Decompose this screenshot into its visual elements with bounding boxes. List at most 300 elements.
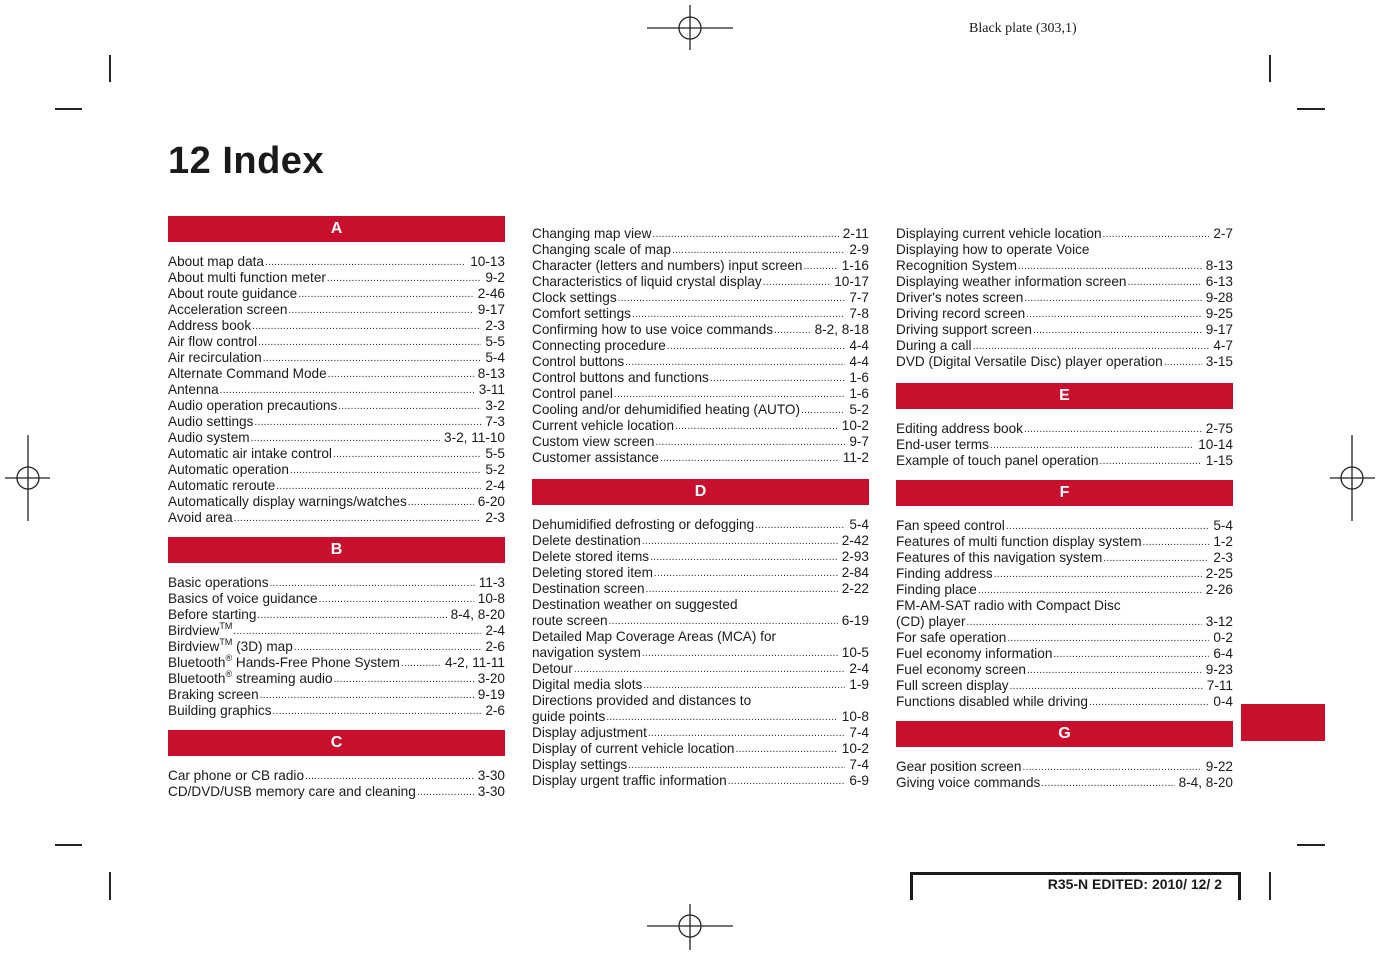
index-entry[interactable] [896,550,1233,566]
dot-leader [606,709,837,725]
entry-page[interactable]: 2-26 [1205,582,1233,597]
dot-leader [642,645,838,661]
index-entry[interactable] [532,725,869,741]
index-entry[interactable] [896,453,1233,469]
entry-label [168,318,251,334]
index-entry[interactable] [168,575,505,591]
index-entry[interactable] [896,338,1233,354]
entry-page[interactable]: 1-2 [1213,534,1233,549]
entry-label [896,662,1026,678]
entry-label [896,274,1126,290]
entry-line: Detailed Map Coverage Areas (MCA) for [532,629,777,644]
dot-leader [1143,534,1210,550]
index-entry[interactable] [168,687,505,703]
dot-leader [265,254,466,270]
index-entry[interactable] [896,759,1233,775]
dot-leader [233,623,481,639]
index-entry[interactable] [532,741,869,757]
index-entry[interactable] [896,421,1233,437]
entry-page[interactable]: 6-13 [1205,274,1233,289]
entry-label [532,533,641,549]
entry-text: Characteristics of liquid crystal display [532,274,762,289]
entry-label [168,286,297,302]
entry-page[interactable]: 0-2 [1213,630,1233,645]
index-entry[interactable] [532,354,869,370]
index-entry[interactable] [532,709,869,725]
index-entry[interactable] [168,302,505,318]
entry-page[interactable]: 2-4 [849,661,869,676]
entry-page[interactable]: 5-5 [485,446,505,461]
entry-page[interactable]: 3-15 [1205,354,1233,369]
entry-page[interactable]: 11-2 [842,450,869,465]
index-entry[interactable] [168,350,505,366]
dot-leader [288,302,473,318]
entry-text: Air recirculation [168,350,262,365]
dot-leader [774,322,811,338]
entry-label [168,382,219,398]
entry-page[interactable]: 10-8 [477,591,505,606]
dot-leader [728,773,846,789]
entry-text: Features of multi function display system [896,534,1142,549]
entry-text: Character (letters and numbers) input screen [532,258,803,273]
dot-leader [298,286,474,302]
entry-label [168,687,259,703]
entry-page[interactable]: 9-17 [477,302,505,317]
entry-text: Control panel [532,386,613,401]
index-entry[interactable] [168,398,505,414]
entry-page[interactable]: 2-84 [841,565,869,580]
entry-label [896,226,1102,242]
entry-label [532,386,613,402]
entry-text: Driving record screen [896,306,1026,321]
index-entry[interactable] [896,534,1233,550]
index-entry[interactable] [896,646,1233,662]
entry-text: Control buttons and functions [532,370,709,385]
index-entry[interactable] [168,254,505,270]
entry-page[interactable]: 1-6 [849,370,869,385]
entry-text: Changing scale of map [532,242,672,257]
entry-page[interactable]: 8-4, 8-20 [1178,775,1233,790]
index-entry[interactable] [532,418,869,434]
index-entry[interactable] [532,258,869,274]
entry-text: Address book [168,318,252,333]
entry-page[interactable]: 8-2, 8-18 [814,322,869,337]
index-entry[interactable] [168,446,505,462]
entry-page[interactable]: 6-20 [477,494,505,509]
entry-text: Birdview [168,623,220,638]
entry-page[interactable]: 2-4 [485,623,505,638]
section-header: G [896,721,1233,747]
entry-text: Car phone or CB radio [168,768,305,783]
entry-superscript: ® [225,653,233,663]
entry-text: During a call [896,338,972,353]
index-entry[interactable] [532,645,869,661]
index-entry[interactable] [896,662,1233,678]
entry-text: Displaying weather information screen [896,274,1127,289]
entry-page[interactable]: 2-93 [841,549,869,564]
entry-page[interactable]: 2-6 [485,703,505,718]
entry-page[interactable]: 7-7 [849,290,869,305]
entry-page[interactable]: 2-4 [485,478,505,493]
index-entry[interactable] [532,773,869,789]
index-entry[interactable] [896,678,1233,694]
entry-page[interactable]: 10-5 [841,645,869,660]
entry-page[interactable]: 5-4 [1213,518,1233,533]
dot-leader [660,450,839,466]
entry-label [532,338,666,354]
index-entry[interactable] [896,582,1233,598]
entry-text: Control buttons [532,354,625,369]
entry-text: Finding address [896,566,993,581]
entry-page[interactable]: 4-4 [849,338,869,353]
index-entry[interactable] [896,226,1233,242]
entry-page[interactable]: 6-19 [841,613,869,628]
dot-leader [1010,678,1203,694]
entry-page[interactable]: 2-22 [841,581,869,596]
entry-label [896,518,1005,534]
entry-page[interactable]: 8-13 [477,366,505,381]
entry-page[interactable]: 10-14 [1198,437,1233,452]
entry-page[interactable]: 3-2 [485,398,505,413]
entry-page[interactable]: 5-2 [485,462,505,477]
entry-label [532,402,800,418]
entry-page[interactable]: 5-2 [849,402,869,417]
entry-text: Fan speed control [896,518,1005,533]
index-entry[interactable] [532,533,869,549]
index-entry[interactable] [896,566,1233,582]
index-entry[interactable] [532,677,869,693]
edit-footer: R35-N EDITED: 2010/ 12/ 2 [910,872,1241,900]
entry-page[interactable]: 2-3 [485,510,505,525]
entry-page[interactable]: 3-30 [477,768,505,783]
dot-leader [967,614,1202,630]
entry-text: Avoid area [168,510,233,525]
dot-leader [1103,226,1210,242]
entry-page[interactable]: 7-11 [1206,678,1233,693]
dot-leader [736,741,838,757]
entry-label [168,575,269,591]
index-entry[interactable] [168,478,505,494]
dot-leader [417,784,474,800]
entry-label [896,322,1032,338]
entry-text: Comfort settings [532,306,631,321]
index-entry[interactable] [168,382,505,398]
entry-page[interactable]: 10-17 [834,274,869,289]
entry-label [168,350,262,366]
entry-page[interactable]: 11-3 [478,575,505,590]
dot-leader [642,533,838,549]
entry-page[interactable]: 3-30 [477,784,505,799]
index-entry[interactable] [168,318,505,334]
index-entry[interactable] [896,775,1233,791]
index-entry[interactable] [896,274,1233,290]
entry-page[interactable]: 2-7 [1213,226,1233,241]
index-entry[interactable] [896,437,1233,453]
index-entry[interactable] [168,334,505,350]
entry-label [168,254,264,270]
index-entry[interactable] [168,510,505,526]
section-b [168,537,505,719]
index-entry[interactable] [896,694,1233,710]
entry-label [896,614,966,630]
dot-leader [319,591,474,607]
entry-page[interactable]: 7-3 [485,414,505,429]
entry-page[interactable]: 3-12 [1205,614,1233,629]
entry-superscript: TM [219,637,233,647]
index-entry[interactable] [168,655,505,671]
dot-leader [1103,550,1209,566]
entry-page[interactable]: 2-6 [485,639,505,654]
dot-leader [276,478,481,494]
index-entry[interactable] [168,494,505,510]
entry-line: Directions provided and distances to [532,693,752,708]
index-entry[interactable] [532,757,869,773]
entry-superscript: TM [219,621,233,631]
entry-text: Braking screen [168,687,259,702]
entry-label [168,494,407,510]
entry-text: Birdview [168,639,220,654]
entry-page[interactable]: 9-17 [1205,322,1233,337]
entry-text: Finding place [896,582,977,597]
entry-text: Detour [532,661,573,676]
entry-page[interactable]: 4-2, 11-11 [445,655,505,670]
entry-text: Display of current vehicle location [532,741,735,756]
entry-page[interactable]: 2-75 [1205,421,1233,436]
index-entry[interactable] [168,639,505,655]
dot-leader [655,434,845,450]
index-entry[interactable] [532,613,869,629]
entry-text: Delete destination [532,533,641,548]
dot-leader [804,258,838,274]
entry-label [532,677,642,693]
index-entry[interactable] [532,565,869,581]
entry-label [168,302,287,318]
entry-page[interactable]: 7-8 [849,306,869,321]
entry-label [168,334,257,350]
entry-page[interactable]: 5-4 [849,517,869,532]
index-entry[interactable] [532,274,869,290]
entry-page[interactable]: 2-9 [849,242,869,257]
index-entry[interactable] [168,591,505,607]
entry-text: Basics of voice guidance [168,591,318,606]
entry-label [168,703,272,719]
dot-leader [234,510,482,526]
entry-page[interactable]: 1-15 [1205,453,1233,468]
entry-page[interactable]: 10-2 [841,418,869,433]
entry-text: Custom view screen [532,434,655,449]
index-entry[interactable] [532,242,869,258]
entry-page[interactable]: 10-13 [470,254,505,269]
entry-label [168,768,304,784]
entry-label [532,549,649,565]
dot-leader [632,306,845,322]
index-entry[interactable] [168,286,505,302]
dot-leader [334,671,474,687]
index-entry[interactable] [896,322,1233,338]
index-entry[interactable] [896,290,1233,306]
entry-text: Destination screen [532,581,645,596]
entry-page[interactable]: 9-23 [1205,662,1233,677]
dot-leader [614,386,845,402]
entry-label [896,354,1163,370]
index-entry[interactable] [168,462,505,478]
index-entry[interactable] [168,768,505,784]
entry-page[interactable]: 8-4, 8-20 [450,607,505,622]
index-entry[interactable] [532,322,869,338]
index-entry[interactable] [168,703,505,719]
index-entry[interactable] [168,270,505,286]
entry-text: Automatically display warnings/watches [168,494,407,509]
entry-page[interactable]: 7-4 [849,725,869,740]
section-header: B [168,537,505,563]
index-entry[interactable] [896,518,1233,534]
entry-page[interactable]: 9-2 [485,270,505,285]
entry-label [896,582,977,598]
entry-label [532,725,647,741]
entry-text: route screen [532,613,608,628]
index-entry[interactable] [532,290,869,306]
index-entry[interactable] [532,338,869,354]
entry-page[interactable]: 7-4 [849,757,869,772]
entry-label [532,434,654,450]
entry-text: Building graphics [168,703,272,718]
index-entry[interactable] [896,306,1233,322]
entry-page[interactable]: 6-9 [849,773,869,788]
entry-page[interactable]: 2-3 [1213,550,1233,565]
entry-text: Fuel economy screen [896,662,1026,677]
entry-label [168,446,332,462]
entry-page[interactable]: 9-28 [1205,290,1233,305]
entry-text: Cooling and/or dehumidified heating (AUTO) [532,402,800,417]
entry-page[interactable]: 1-16 [841,258,869,273]
section-f [896,480,1233,710]
index-entry[interactable] [532,517,869,533]
entry-label [896,338,972,354]
index-entry[interactable] [532,581,869,597]
index-entry[interactable] [168,784,505,800]
entry-label [532,661,573,677]
entry-label [896,421,1023,437]
entry-label [168,430,250,446]
section-c-cont [532,226,869,466]
entry-text: Display settings [532,757,628,772]
index-entry[interactable] [532,306,869,322]
dot-leader [643,677,845,693]
entry-text: Driving support screen [896,322,1032,337]
entry-line: FM-AM-SAT radio with Compact Disc [896,598,1121,613]
entry-page[interactable]: 3-20 [477,671,505,686]
index-entry[interactable] [532,402,869,418]
chapter-tab[interactable] [1241,704,1325,741]
entry-page[interactable]: 4-4 [849,354,869,369]
entry-label [896,678,1009,694]
index-entry[interactable] [168,414,505,430]
entry-page[interactable]: 10-2 [841,741,869,756]
entry-text: About route guidance [168,286,298,301]
entry-page[interactable]: 2-42 [841,533,869,548]
entry-text: DVD (Digital Versatile Disc) player operation [896,354,1163,369]
entry-page[interactable]: 10-8 [841,709,869,724]
index-entry[interactable] [168,366,505,382]
entry-text: Display urgent traffic information [532,773,727,788]
index-entry[interactable] [896,354,1233,370]
section-c [168,730,505,800]
entry-page[interactable]: 4-7 [1213,338,1233,353]
entry-label [168,655,400,671]
index-entry[interactable] [532,226,869,242]
entry-text: Deleting stored item [532,565,653,580]
entry-page[interactable]: 5-4 [485,350,505,365]
dot-leader [648,725,846,741]
index-entry[interactable] [168,671,505,687]
entry-text: Dehumidified defrosting or defogging [532,517,755,532]
dot-leader [652,226,838,242]
entry-page[interactable]: 2-3 [485,318,505,333]
index-entry[interactable] [532,370,869,386]
entry-page[interactable]: 6-4 [1213,646,1233,661]
dot-leader [1018,258,1202,274]
entry-page[interactable]: 2-46 [477,286,505,301]
entry-label [168,591,318,607]
entry-label [168,510,233,526]
entry-text: Current vehicle location [532,418,675,433]
index-entry[interactable] [532,386,869,402]
entry-text: Automatic air intake control [168,446,332,461]
entry-label [532,418,674,434]
entry-label [532,226,651,242]
entry-page[interactable]: 0-4 [1213,694,1233,709]
entry-page[interactable]: 1-6 [849,386,869,401]
entry-page[interactable]: 5-5 [485,334,505,349]
entry-label [896,759,1021,775]
dot-leader [305,768,474,784]
dot-leader [1164,354,1202,370]
entry-page[interactable]: 3-2, 11-10 [444,430,505,445]
index-entry[interactable] [168,430,505,446]
entry-page[interactable]: 2-11 [842,226,869,241]
entry-page[interactable]: 1-9 [849,677,869,692]
entry-text: Acceleration screen [168,302,288,317]
dot-leader [574,661,846,677]
dot-leader [273,703,482,719]
dot-leader [672,242,845,258]
entry-label [532,290,617,306]
entry-text-suffix: streaming audio [232,671,333,686]
index-entry[interactable] [532,661,869,677]
entry-page[interactable]: 9-19 [477,687,505,702]
entry-page[interactable]: 9-25 [1205,306,1233,321]
entry-page[interactable]: 9-22 [1205,759,1233,774]
index-entry[interactable] [532,434,869,450]
section-d-cont [896,226,1233,370]
index-entry[interactable] [896,630,1233,646]
entry-label [168,784,416,800]
dot-leader [710,370,846,386]
entry-text: Functions disabled while driving [896,694,1088,709]
index-entry[interactable] [532,450,869,466]
index-entry[interactable] [896,258,1233,274]
entry-page[interactable]: 9-7 [849,434,869,449]
entry-label [896,453,1099,469]
entry-page[interactable]: 8-13 [1205,258,1233,273]
entry-page[interactable]: 3-11 [478,382,505,397]
entry-page[interactable]: 2-25 [1205,566,1233,581]
section-d [532,479,869,789]
index-entry[interactable] [896,614,1233,630]
dot-leader [994,566,1202,582]
index-entry[interactable] [532,549,869,565]
entry-text: For safe operation [896,630,1007,645]
